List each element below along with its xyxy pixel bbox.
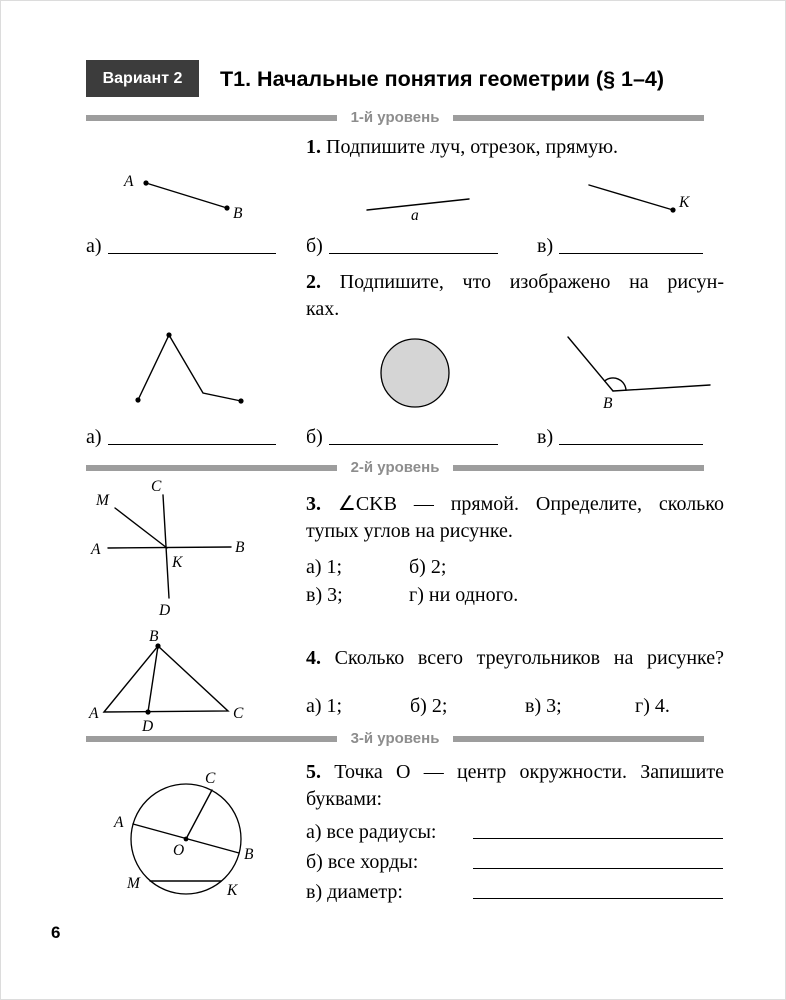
divider-bar — [453, 115, 704, 121]
divider-bar — [86, 736, 337, 742]
divider-bar — [86, 465, 337, 471]
point-label-A: A — [89, 705, 99, 722]
point-label-C: C — [205, 770, 216, 787]
vertex-label-B: B — [603, 395, 613, 412]
figure-q1b-line — [359, 186, 477, 224]
q4-number: 4. — [306, 647, 321, 669]
figure-q1v-ray — [581, 171, 693, 219]
q5-number: 5. — [306, 761, 321, 783]
q5-prompt-2: буквами: — [306, 788, 383, 810]
figure-q2a-polyline — [124, 323, 252, 413]
level-label: 3-й уровень — [350, 730, 440, 747]
divider-bar — [86, 115, 337, 121]
q5-line1 — [306, 759, 724, 786]
divider-bar — [453, 736, 704, 742]
q4-option-g: г) 4. — [635, 695, 670, 717]
filled-circle — [381, 339, 449, 407]
q1-line — [306, 134, 724, 161]
variant-badge: Вариант 2 — [86, 60, 199, 97]
figure-q3-crossing-lines — [87, 477, 245, 619]
q2-line1 — [306, 269, 724, 296]
q3-line1 — [306, 491, 724, 518]
q1-prompt: Подпишите луч, отрезок, прямую. — [326, 136, 619, 158]
q4-option-b: б) 2; — [410, 695, 448, 717]
q5-item-diameter-blank — [473, 881, 723, 899]
q5-item-chords-blank — [473, 851, 723, 869]
angle-side — [568, 337, 613, 391]
q5-item-radii-label: а) все радиусы: — [306, 821, 437, 843]
endpoint-dot — [670, 207, 675, 212]
answer-blank — [559, 253, 703, 254]
q4-prompt: Сколько всего треугольников на рисунке? — [334, 647, 724, 669]
radius-OC — [186, 790, 212, 839]
q1-answer-a — [86, 235, 276, 258]
broken-line — [138, 335, 241, 401]
q1-number: 1. — [306, 136, 321, 158]
vertex-dot — [166, 332, 171, 337]
page-number: 6 — [51, 923, 61, 942]
q5-item-diameter-label: в) диаметр: — [306, 881, 403, 903]
page-title: Т1. Начальные понятия геометрии (§ 1–4) — [220, 67, 665, 91]
line-label-a: a — [411, 207, 419, 224]
q3-option-a: а) 1; — [306, 556, 343, 578]
center-dot — [184, 837, 189, 842]
q3-option-v: в) 3; — [306, 584, 343, 606]
answer-blank — [329, 444, 498, 445]
q5-prompt-1: Точка O — центр окружности. Запишите — [334, 761, 725, 783]
point-label-D: D — [159, 602, 171, 619]
angle-side — [613, 385, 710, 391]
point-label-B: B — [244, 846, 254, 863]
q2-prompt-1: Подпишите, что изображено на рисун- — [339, 271, 724, 293]
point-label-A: A — [124, 173, 134, 190]
answer-blank — [329, 253, 498, 254]
line-AB — [108, 547, 231, 548]
q4-line — [306, 645, 724, 672]
q2-number: 2. — [306, 271, 321, 293]
q2-answer-a — [86, 426, 276, 449]
answer-blank — [108, 253, 276, 254]
answer-label: а) — [86, 235, 102, 257]
q1-answer-b — [306, 235, 498, 258]
q3-option-g: г) ни одного. — [409, 584, 519, 606]
point-label-K: K — [679, 194, 690, 211]
answer-label: в) — [537, 426, 554, 448]
q4-option-a: а) 1; — [306, 695, 343, 717]
answer-label: б) — [306, 426, 323, 448]
q2-text — [306, 269, 724, 323]
answer-blank — [559, 444, 703, 445]
divider-bar — [453, 465, 704, 471]
q5-item-chords-label: б) все хорды: — [306, 851, 419, 873]
point-label-K: K — [172, 554, 183, 571]
q2-answer-b — [306, 426, 498, 449]
point-label-C: C — [233, 705, 244, 722]
point-label-A: A — [114, 814, 124, 831]
q2-answer-v — [537, 426, 703, 449]
point-label-B: B — [233, 205, 243, 222]
point-label-A: A — [91, 541, 101, 558]
q3-prompt-1: ∠CKB — прямой. Определите, сколько — [337, 493, 724, 515]
q5-item-radii-blank — [473, 821, 723, 839]
q3-text — [306, 491, 724, 545]
vertex-dot — [238, 398, 243, 403]
level-divider-3 — [86, 730, 704, 747]
level-divider-2 — [86, 459, 704, 476]
q2-line2 — [306, 296, 724, 323]
q3-number: 3. — [306, 493, 321, 515]
level-label: 2-й уровень — [350, 459, 440, 476]
point-label-M: M — [127, 875, 140, 892]
figure-q4-triangle — [85, 628, 253, 736]
point-label-B: B — [235, 539, 245, 556]
point-label-K: K — [227, 882, 238, 899]
q1-answer-v — [537, 235, 703, 258]
q1-text — [306, 134, 724, 161]
vertex-dot — [145, 709, 150, 714]
answer-label: а) — [86, 426, 102, 448]
q2-prompt-2: ках. — [306, 298, 340, 320]
point-label-C: C — [151, 478, 162, 495]
q3-line2 — [306, 518, 724, 545]
ray-MK — [115, 508, 167, 548]
figure-q1a-segment — [114, 164, 249, 222]
answer-blank — [108, 444, 276, 445]
level-divider-1 — [86, 109, 704, 126]
answer-label: б) — [306, 235, 323, 257]
level-label: 1-й уровень — [350, 109, 440, 126]
vertex-dot — [135, 397, 140, 402]
triangle-outline — [104, 646, 228, 712]
q5-line2 — [306, 786, 724, 813]
q4-option-v: в) 3; — [525, 695, 562, 717]
q3-prompt-2: тупых углов на рисунке. — [306, 520, 513, 542]
figure-q5-circle — [113, 769, 269, 903]
figure-q2v-angle — [554, 326, 722, 414]
center-label-O: O — [173, 842, 185, 859]
point-label-B: B — [149, 628, 159, 645]
point-label-D: D — [142, 718, 154, 735]
endpoint-dot — [224, 205, 229, 210]
ray-line — [589, 185, 673, 210]
q3-option-b: б) 2; — [409, 556, 447, 578]
q4-text — [306, 645, 724, 672]
answer-label: в) — [537, 235, 554, 257]
q5-text — [306, 759, 724, 813]
segment-line — [146, 183, 227, 208]
point-label-M: M — [96, 492, 109, 509]
figure-q2b-circle — [375, 333, 455, 413]
